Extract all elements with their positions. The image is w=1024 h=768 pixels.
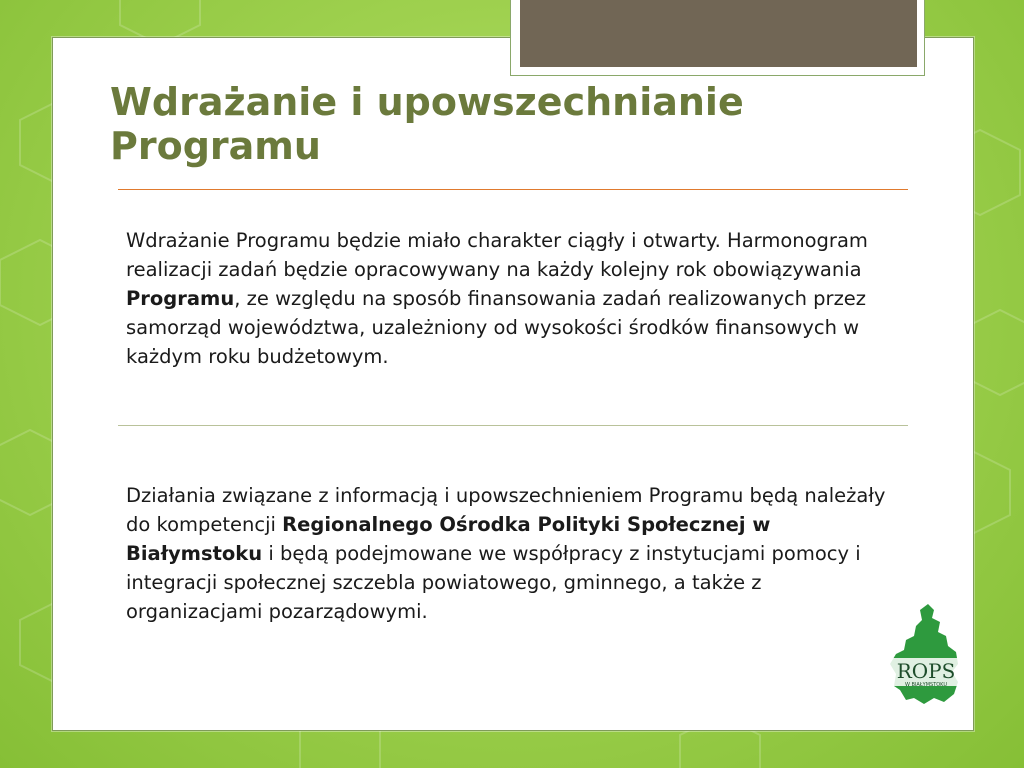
paragraph-1-text-a: Wdrażanie Programu będzie miało charakter ciągły i otwarty. Harmonogram realizacji zadań będzie opracowywany na każdy kolejny rok obowiązywania bbox=[126, 229, 868, 281]
rops-logo bbox=[888, 602, 964, 706]
logo-subtext: W BIAŁYMSTOKU bbox=[904, 682, 948, 688]
slide-title bbox=[110, 80, 890, 168]
paragraph-implementation bbox=[126, 226, 896, 371]
region-map-shape bbox=[890, 604, 958, 704]
paragraph-1-bold: Programu bbox=[126, 287, 235, 310]
paragraph-1-text-b: , ze względu na sposób finansowania zadań realizowanych przez samorząd województwa, uzależniony od wysokości środków finansowych w każdym roku budżetowym. bbox=[126, 287, 867, 368]
section-divider bbox=[118, 425, 908, 426]
title-line-1: Wdrażanie i upowszechnianie bbox=[110, 80, 744, 124]
logo-text: ROPS bbox=[896, 659, 956, 683]
paragraph-2-bold: Regionalnego Ośrodka Polityki Społecznej w Białymstoku bbox=[126, 513, 771, 565]
paragraph-2-text-b: i będą podejmowane we współpracy z instytucjami pomocy i integracji społecznej szczebla powiatowego, gminnego, a także z organizacjami pozarządowymi. bbox=[126, 542, 861, 623]
title-line-2: Programu bbox=[110, 124, 321, 168]
title-divider bbox=[118, 189, 908, 190]
decorative-accent-block bbox=[520, 0, 917, 67]
paragraph-2-text-a: Działania związane z informacją i upowszechnieniem Programu będą należały do kompetencji bbox=[126, 484, 886, 536]
paragraph-dissemination bbox=[126, 481, 896, 626]
